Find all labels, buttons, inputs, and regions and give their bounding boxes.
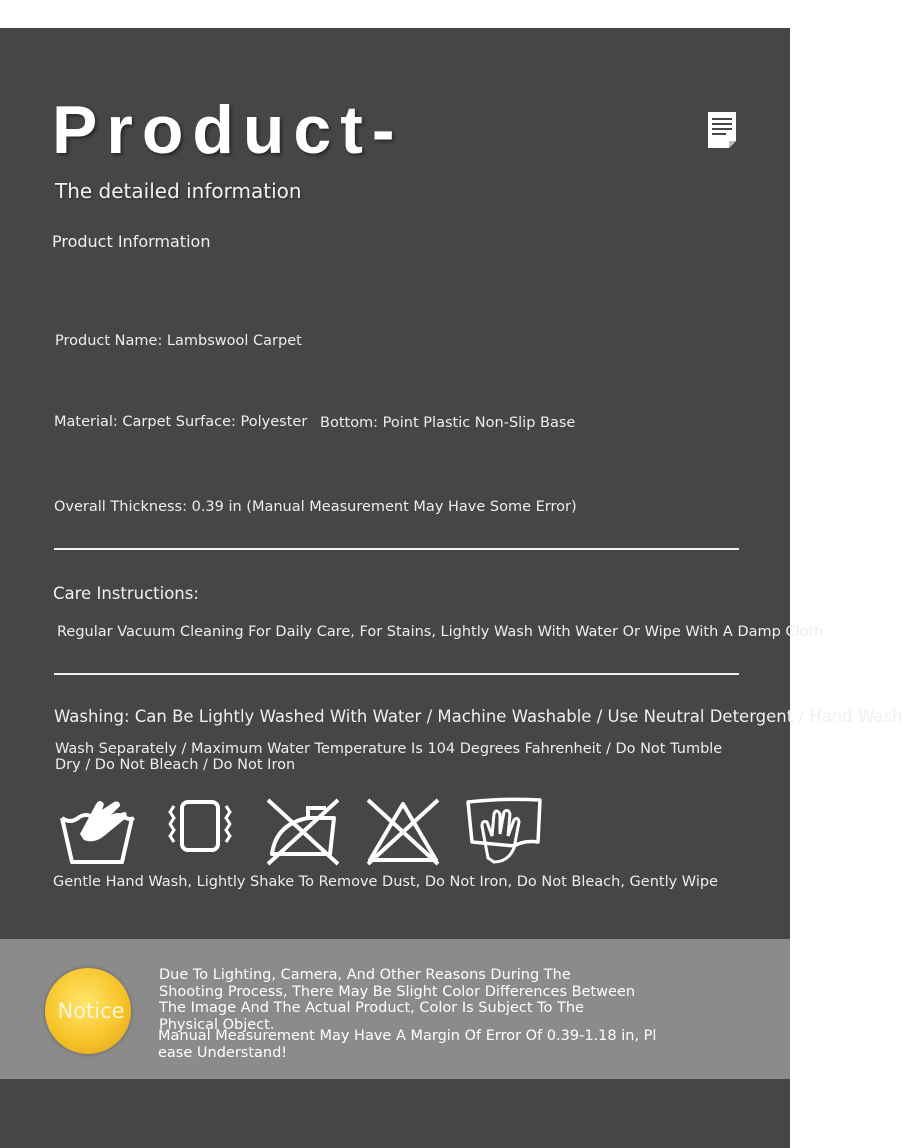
detail-panel bbox=[0, 28, 902, 1148]
notice-band bbox=[0, 939, 790, 1079]
page-title: Product- bbox=[52, 92, 404, 168]
care-heading: Care Instructions: bbox=[53, 584, 199, 603]
product-name: Product Name: Lambswool Carpet bbox=[55, 333, 302, 349]
washing-details: Wash Separately / Maximum Water Temperature Is 104 Degrees Fahrenheit / Do Not Tumble Dry / Do Not Bleach / Do Not Iron bbox=[55, 741, 723, 773]
care-text: Regular Vacuum Cleaning For Daily Care, For Stains, Lightly Wash With Water Or Wipe With A Damp Cloth bbox=[57, 624, 824, 640]
thickness-text: Overall Thickness: 0.39 in (Manual Measurement May Have Some Error) bbox=[54, 499, 577, 515]
washing-heading: Washing: Can Be Lightly Washed With Water / Machine Washable / Use Neutral Detergent / Hand Wash bbox=[54, 707, 902, 726]
bottom-text: Bottom: Point Plastic Non-Slip Base bbox=[320, 415, 576, 431]
wipe-icon bbox=[464, 796, 544, 868]
notice-label: Notice bbox=[57, 999, 125, 1023]
material-text: Material: Carpet Surface: Polyester bbox=[54, 414, 308, 430]
divider-2 bbox=[54, 673, 739, 675]
divider-1 bbox=[54, 548, 739, 550]
shake-icon bbox=[168, 796, 232, 856]
notice-text-1: Due To Lighting, Camera, And Other Reasons During The Shooting Process, There May Be Slight Color Differences Between The Image And The Actual Product, Color Is Subject To The Physical Object. bbox=[159, 967, 636, 1033]
hand-wash-icon bbox=[58, 796, 136, 866]
notice-badge bbox=[45, 968, 131, 1054]
section-label: Product Information bbox=[52, 232, 211, 251]
notice-text-2: Manual Measurement May Have A Margin Of Error Of 0.39-1.18 in, Please Understand! bbox=[158, 1028, 657, 1061]
do-not-iron-icon bbox=[264, 796, 342, 868]
page-subtitle: The detailed information bbox=[55, 179, 302, 203]
top-strip bbox=[0, 0, 790, 28]
document-icon bbox=[707, 111, 737, 149]
do-not-bleach-icon bbox=[364, 796, 442, 868]
icons-caption: Gentle Hand Wash, Lightly Shake To Remove Dust, Do Not Iron, Do Not Bleach, Gently Wipe bbox=[53, 874, 718, 890]
